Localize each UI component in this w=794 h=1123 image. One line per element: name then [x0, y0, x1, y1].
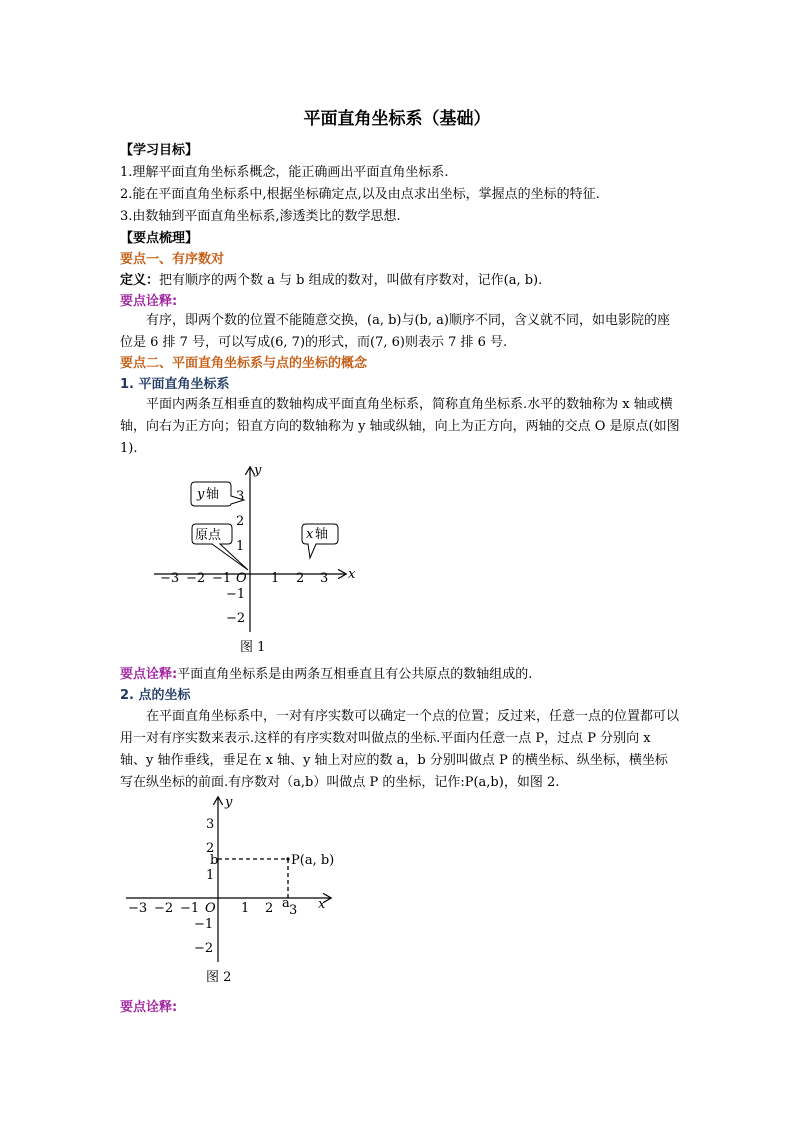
x-callout-letter: x [306, 527, 314, 542]
x-callout-text: 轴 [315, 527, 329, 542]
figure-1-coordinate-system [150, 460, 370, 660]
figure-1-caption: 图 1 [240, 640, 266, 655]
x-tick-1: 1 [271, 571, 280, 586]
y-tick-neg1: −1 [226, 587, 246, 602]
goal-item-2: 2.能在平面直角坐标系中,根据坐标确定点,以及由点求出坐标，掌握点的坐标的特征. [120, 187, 600, 202]
point2-note-label: 要点诠释: [120, 667, 178, 682]
x-tick-neg2: −2 [186, 571, 206, 586]
x-axis-label: x [318, 897, 326, 912]
point1-note-text: 有序，即两个数的位置不能随意交换，(a, b)与(b, a)顺序不同，含义就不同，如电影院的座位是 6 排 7 号，可以写成(6, 7)的形式，而(7, 6)则表示 7 排 6 号. [120, 313, 670, 350]
point2-note [120, 666, 680, 684]
origin-label: O [236, 571, 247, 586]
point-p [286, 857, 289, 860]
y-axis-label: y [225, 795, 233, 810]
y-tick-neg2: −2 [194, 941, 214, 956]
x-tick-3: 3 [320, 571, 329, 586]
x-tick-neg1: −1 [212, 571, 232, 586]
x-tick-neg1: −1 [180, 901, 200, 916]
y-tick-1: 1 [236, 539, 245, 554]
point1-note-label: 要点诠释: [120, 294, 178, 309]
final-note-label: 要点诠释: [120, 1000, 178, 1015]
y-callout-text: 轴 [206, 487, 220, 502]
origin-label: O [205, 901, 216, 916]
y-tick-neg1: −1 [194, 917, 214, 932]
y-tick-3: 3 [206, 817, 215, 832]
definition-label: 定义： [120, 273, 160, 288]
sub1-title: 1. 平面直角坐标系 [120, 377, 230, 392]
point-p-label: P(a, b) [291, 853, 335, 868]
goal-item-1: 1.理解平面直角坐标系概念，能正确画出平面直角坐标系. [120, 165, 449, 180]
point2-note-text: 平面直角坐标系是由两条互相垂直且有公共原点的数轴组成的. [177, 667, 533, 682]
y-tick-3: 3 [236, 489, 245, 504]
sub1-text: 平面内两条互相垂直的数轴构成平面直角坐标系，简称直角坐标系.水平的数轴称为 x 轴或横轴，向右为正方向；铅直方向的数轴称为 y 轴或纵轴，向上为正方向，两轴的交点 O 是原点(如图 1). [120, 397, 680, 456]
page-title: 平面直角坐标系（基础） [303, 109, 491, 129]
a-label: a [282, 896, 290, 911]
y-callout-letter: y [197, 487, 205, 502]
x-tick-neg2: −2 [154, 901, 174, 916]
x-tick-3: 3 [289, 903, 298, 918]
point1-definition [120, 272, 680, 290]
goal-item-3: 3.由数轴到平面直角坐标系,渗透类比的数学思想. [120, 209, 401, 224]
goals-header: 【学习目标】 [120, 143, 199, 158]
points-header: 【要点梳理】 [120, 231, 199, 246]
y-tick-2: 2 [206, 841, 215, 856]
x-tick-2: 2 [265, 901, 274, 916]
y-tick-neg2: −2 [226, 611, 246, 626]
y-tick-2: 2 [236, 514, 245, 529]
sub2-text: 在平面直角坐标系中，一对有序实数可以确定一个点的位置；反过来，任意一点的位置都可以用一对有序实数来表示.这样的有序实数对叫做点的坐标.平面内任意一点 P，过点 P 分别向 x 轴、y 轴作垂线，垂足在 x 轴、y 轴上对应的数 a，b 分别叫做点 P 的横坐标、纵坐标，横坐标写在纵坐标的前面.有序数对（a,b）叫做点 P 的坐标，记作:P(a,b)，如图 2. [120, 709, 680, 790]
x-axis-label: x [348, 567, 356, 582]
b-label: b [210, 853, 219, 868]
x-tick-1: 1 [241, 901, 250, 916]
y-tick-1: 1 [206, 868, 215, 883]
x-tick-neg3: −3 [160, 571, 180, 586]
definition-text: 把有顺序的两个数 a 与 b 组成的数对，叫做有序数对，记作(a, b). [159, 273, 543, 288]
figure-2-caption: 图 2 [206, 970, 232, 985]
x-tick-2: 2 [296, 571, 305, 586]
figure-2-point-coordinates [122, 794, 352, 988]
point1-heading: 要点一、有序数对 [120, 252, 225, 267]
y-axis-label: y [254, 463, 262, 478]
sub2-title: 2. 点的坐标 [120, 688, 191, 703]
point2-heading: 要点二、平面直角坐标系与点的坐标的概念 [120, 356, 368, 371]
x-tick-neg3: −3 [128, 901, 148, 916]
origin-callout-text: 原点 [195, 528, 222, 543]
